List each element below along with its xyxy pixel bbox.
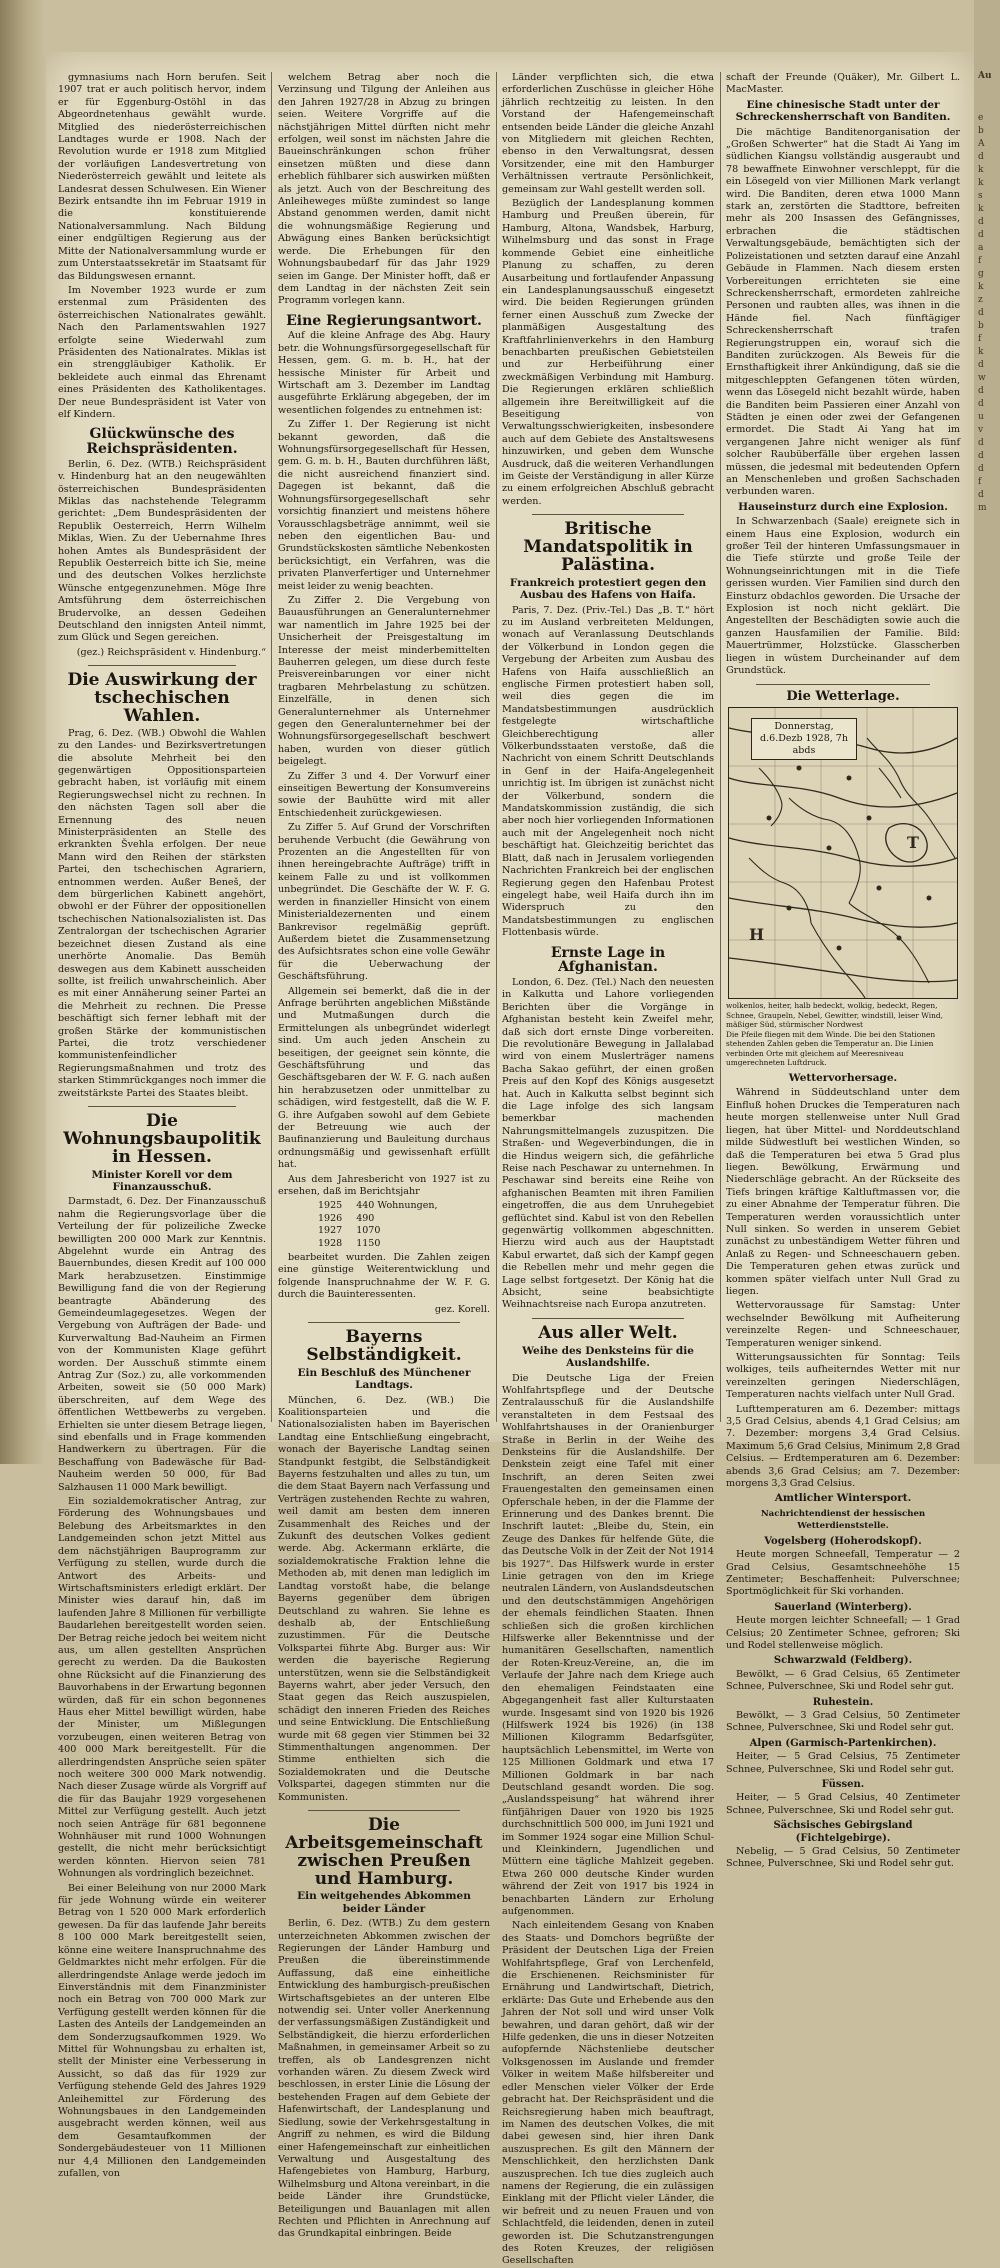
article-paragraph: Lufttemperaturen am 6. Dezember: mittags 3,5 Grad Celsius, abends 4,1 Grad Celsius; am 7. Dezember: morgens 3,4 Grad Celsius. Maximum 5,6 Grad Celsius, Minimum 2,8 Grad Celsius. — Erdtemperaturen am 6. Dezember: abends 3,6 Grad Celsius; am 7. Dezember: morgens 3,3 Grad Celsius. [726,1403,960,1490]
statistics-row: 1928 1150 [318,1237,381,1249]
region-ruhestein: Ruhestein. [812,1696,874,1708]
article-paragraph: welchem Betrag aber noch die Verzinsung und Tilgung der Anleihen aus den Jahren 1927/28 in Abzug zu bringen seien. Weitere Vorgriffe auf die nächstjährigen Mittel dürften nicht mehr erfolgen, weil sonst im nächsten Jahre die Baueinschränkungen schon früher einsetzen müßten und diese dann erheblich fühlbarer sich auswirken müßten als jetzt. Auch von der Beschreitung des Anleiheweges müßte zumindest so lange Abstand genommen werden, damit nicht die wohnungsmäßige Regierung und Abwägung eines Banken berücksichtigt werde. Die Erhebungen für den Wohnungsbaubedarf für das Jahr 1929 seien im Gange. Der Minister hofft, daß er dem Landtag in der nächsten Zeit sein Programm vorlegen kann. [278,72,490,307]
article-paragraph: bearbeitet wurden. Die Zahlen zeigen eine günstige Weiterentwicklung und folgende Inanspruchnahme der W. F. G. durch die Bauinteressenten. [278,1252,490,1301]
headline-afghanistan: Ernste Lage in Afghanistan. [550,944,666,976]
article-paragraph: Heute morgen leichter Schneefall; — 1 Grad Celsius; 20 Zentimeter Schnee, gefroren; Ski und Rodel stellenweise möglich. [726,1615,960,1651]
headline-wetterlage: Die Wetterlage. [786,688,900,704]
article-paragraph: gymnasiums nach Horn berufen. Seit 1907 trat er auch politisch hervor, indem er für Eggenburg-Ostöhl in das Abgeordnetenhaus gewählt wurde. Mitglied des niederösterreichischen Landtages wurde er 1908. Nach der Revolution wurde er 1918 zum Mitglied der vorläufigen Landesvertretung von Niederösterreich gewählt und leitete als Landesrat dessen Schulwesen. Ein Wiener Bezirk entsandte ihn im Februar 1919 in die konstituierende Nationalversammlung. Nach Bildung einer endgültigen Regierung aus der Mitte der Nationalversammlung wurde er zum Unterstaatssekretär im Staatsamt für das Bildungswesen ernannt. [58,72,266,282]
column-2 [278,72,490,2240]
article-paragraph: Berlin, 6. Dez. (WTB.) Reichspräsident v. Hindenburg hat an den neugewählten österreichischen Bundespräsidenten Miklas das nachstehende Telegramm gerichtet: „Dem Bundespräsidenten der Republik Oesterreich, Herrn Wilhelm Miklas, Wien. Zu der Uebernahme Ihres hohen Amtes als Bundespräsident der Republik Oesterreich bitte ich Sie, meine und des deutschen Volkes herzlichste Wünsche entgegenzunehmen. Möge Ihre Amtsführung dem österreichischen Brudervolke, an dessen Gedeihen Deutschland den innigsten Anteil nimmt, zum Glück und Segen gereichen. [58,458,266,644]
article-paragraph: Während in Süddeutschland unter dem Einfluß hohen Druckes die Temperaturen nach heute morgen stellenweise unter Null Grad liegen, hat über Mittel- und Norddeutschland milde Südwestluft bei westlichen Winden, so daß die Temperaturen bei etwa 5 Grad plus liegen. Bewölkung, Erwärmung und Niederschläge gebracht. An der Rückseite des Tiefs bringen kräftige Kaltluftmassen vor, die zu einer Abnahme der Temperatur führen. Die Temperaturen werden voraussichtlich unter Null sinken. So werden in unserem Gebiet zunächst zu unbeständigem Wetter führen und Anlaß zu Regen- und Schneeschauern geben. Die Temperaturen gehen etwas zurück und kommen später vielfach unter Null Grad zu liegen. [726,1087,960,1297]
article-paragraph: Bezüglich der Landesplanung kommen Hamburg und Preußen überein, für Hamburg, Altona, Wandsbek, Harburg, Wilhelmsburg und das sonst in Frage kommende Gebiet eine einheitliche Planung zu schaffen, zu deren Ausarbeitung und fortlaufender Anpassung ein Landesplanungsausschuß eingesetzt wird. Die beiden Regierungen gründen ferner einen Ausschuß zum Zwecke der planmäßigen Ausgestaltung des Kraftfahrlinienverkehrs in den Hamburg benachbarten preußischen Gebietsteilen und zur Herbeiführung einer zweckmäßigen Verbindung mit Hamburg. Die Regierungen erklären schließlich allgemein ihre Bereitwilligkeit auf die Beseitigung von Verwaltungsschwierigkeiten, insbesondere auch auf dem Gebiete des Anstaltswesens hinzuwirken, und geben dem Wunsche Ausdruck, daß die weiteren Verhandlungen im Geiste der Verständigung in aller Kürze zu einem erfolgreichen Abschluß gebracht werden. [502,198,714,507]
headline-bayerns-selbstaendigkeit: Bayerns Selbständigkeit. [306,1327,462,1365]
column-1 [58,72,266,2179]
high-pressure-center-label: H [749,924,765,944]
headline-hauseinsturz: Hauseinsturz durch eine Explosion. [738,500,948,513]
article-paragraph: Aus dem Jahresbericht von 1927 ist zu ersehen, daß im Berichtsjahr [278,1173,490,1198]
headline-chinesische-stadt: Eine chinesische Stadt unter der Schreckensherrschaft von Banditen. [735,98,951,124]
adjacent-page-edge [974,0,1000,1464]
divider [88,665,236,666]
headline-wettervorhersage: Wettervorhersage. [788,1072,898,1085]
article-paragraph: Berlin, 6. Dez. (WTB.) Zu dem gestern unterzeichneten Abkommen zwischen der Regierungen der Länder Hamburg und Preußen die übereinstimmende Auffassung, daß eine einheitliche Entwicklung des hamburgisch-preußischen Wirtschaftsgebietes an der unteren Elbe notwendig sei. Unter voller Anerkennung der verfassungsmäßigen Zuständigkeit und Selbständigkeit, die hierzu erforderlichen Maßnahmen, in gemeinsamer Arbeit so zu treffen, als ob Landesgrenzen nicht vorhanden wären. Zu diesem Zweck wird beschlossen, in erster Linie die Lösung der bestehenden Fragen auf dem Gebiete der Hafenwirtschaft, der Landesplanung und Siedlung, sowie der Verkehrsgestaltung in Angriff zu nehmen, es wird die Bildung einer Hafengemeinschaft zur einheitlichen Verwaltung und Ausgestaltung des Hafengebietes von Hamburg, Harburg, Wilhelmsburg und Altona vereinbart, in die beide Länder ihre Grundstücke, Beteiligungen und Bauanlagen mit allen Rechten und Pflichten in Anrechnung auf das Grundkapital einbringen. Beide [278,1918,490,2240]
headline-mandatspolitik: Britische Mandatspolitik in Palästina. [523,519,693,575]
article-paragraph: Zu Ziffer 1. Der Regierung ist nicht bekannt geworden, daß die Wohnungsfürsorgegesellschaft für Hessen, gem. G. m. b. H., Bauten durchführen läßt, die nicht ausreichend finanziert sind. Dagegen ist bekannt, daß die Wohnungsfürsorgegesellschaft sehr vorsichtig finanziert und meistens höhere Vorausschlagsbeträge annimmt, weil sie neben den eigentlichen Bau- und Grundstückskosten sämtliche Nebenkosten berücksichtigt, ein Verfahren, was die privaten Planverfertiger und Unternehmer meist leider zu wenig beachten. [278,419,490,592]
coastlines [749,738,955,998]
article-paragraph: Länder verpflichten sich, die etwa erforderlichen Zuschüsse in gleicher Höhe jährlich rechtzeitig zu leisten. In den Vorstand der Hafengemeinschaft entsenden beide Länder die gleiche Anzahl von Mitgliedern mit gleichen Rechten, ebenso in den Verwaltungsrat, dessen Vorsitzender, eine mit den Hamburger Verhältnissen vertraute Persönlichkeit, gemeinsam zur Wahl gestellt werden soll. [502,72,714,195]
adjacent-page-header: Au [978,71,992,81]
statistics-table [318,1200,490,1250]
article-paragraph: schaft der Freunde (Quäker), Mr. Gilbert L. MacMaster. [726,72,960,96]
article-paragraph: Ein sozialdemokratischer Antrag, zur Förderung des Wohnungsbaues und Belebung des Arbeitsmarktes in den Landgemeinden schon jetzt Mittel aus dem nächstjährigen Bauprogramm zur Verfügung zu stellen, wurde durch die Antwort des Arbeits- und Wirtschaftsministers erledigt erklärt. Der Minister wies darauf hin, daß im laufenden Jahre 8 Millionen für verbilligte Baudarlehen bereitgestellt worden seien. Der Betrag reiche jedoch bei weitem nicht aus, um allen gestellten Ansprüchen gerecht zu werden. Da die Baukosten ohne Rücksicht auf die Finanzierung des Bauvorhabens in der Erwartung begonnen würden, daß für ein schon begonnenes Haus eher Mittel bewilligt würden, habe der Minister, um Mißlegungen vorzubeugen, einen weiteren Betrag von 400 000 Mark bereitgestellt. Für die allerdringendsten Ansprüche seien später noch weitere 300 000 Mark notwendig. Nach dieser Zusage würde als Vorgriff auf die für das Baujahr 1929 vorgesehenen Mittel zur Verfügung gestellt. Auch jetzt noch seien Anträge für 681 begonnene Wohnhäuser mit rund 1000 Wohnungen gestellt, die nicht mehr berücksichtigt werden könnten. Hiervon seien 781 Wohnungen als vordringlich bezeichnet. [58,1496,266,1880]
region-alpen: Alpen (Garmisch-Partenkirchen). [749,1737,937,1749]
signature: (gez.) Reichspräsident v. Hindenburg.“ [76,646,266,658]
headline-auswirkung: Die Auswirkung der tschechischen Wahlen. [67,670,257,726]
subheadline: Ein Beschluß des Münchener Landtags. [297,1366,471,1392]
headline-aus-aller-welt: Aus aller Welt. [538,1322,678,1343]
headline-arbeitsgemeinschaft: Die Arbeitsgemeinschaft zwischen Preußen und Hamburg. [285,1815,483,1889]
region-schwarzwald: Schwarzwald (Feldberg). [773,1655,913,1667]
statistics-row: 1926 490 [318,1212,375,1224]
weather-map-title: Donnerstag, d.6.Dezb 1928, 7h abds [751,718,857,760]
article-paragraph: Bewölkt, — 6 Grad Celsius, 65 Zentimeter Schnee, Pulverschnee, Ski und Rodel sehr gut. [726,1668,960,1693]
article-paragraph: In Schwarzenbach (Saale) ereignete sich in einem Haus eine Explosion, wodurch ein großer Teil der hinteren Umfassungsmauer in die Tiefe stürzte und große Teile der Wohnungseinrichtungen mit in die Tiefe gerissen wurden. Vier Familien sind durch den Einsturz obdachlos geworden. Die Ursache der Explosion ist noch nicht geklärt. Die Angestellten der Beschädigten sowie auch die ganzen Hausfamilien der Familie. Bild: Mauertrümmer, Holzstücke. Glasscherben liegen in wüstem Durcheinander auf dem Grundstück. [726,516,960,677]
article-paragraph: Witterungsaussichten für Sonntag: Teils wolkiges, teils aufheiterndes Wetter mit nur vereinzelten geringen Niederschlägen, Temperaturen nachts vielfach unter Null Grad. [726,1352,960,1401]
article-paragraph: Heute morgen Schneefall, Temperatur — 2 Grad Celsius, Gesamtschneehöhe 15 Zentimeter; Beschaffenheit: Pulverschnee; Sportmöglichkeit für Ski vorhanden. [726,1549,960,1598]
statistics-row: 1925 440 Wohnungen, [318,1200,438,1212]
region-sauerland: Sauerland (Winterberg). [774,1601,912,1613]
article-paragraph: London, 6. Dez. (Tel.) Nach den neuesten in Kalkutta und Lahore vorliegenden Berichten über die Vorgänge in Afghanistan besteht kein Zweifel mehr, daß sich dort ernste Dinge vorbereiten. Die revolutionäre Bewegung in Jallalabad wird von einem Muslerträger namens Bacha Sakao geführt, der einen großen Preis auf den Kopf des Königs ausgesetzt hat. Auch in Kalkutta selbst beginnt sich die Lage infolge des sich langsam bemerkbar machenden Nahrungsmittelmangels zuzuspitzen. Die Straßen- und Wegeverbindungen, die in die Hindus weigern sich, die gefährliche Reise nach Peschawar zu unternehmen. In Peschawar sind bereits eine Reihe von afghanischen Beamten mit ihren Familien eingetroffen, die aus dem Unruhegebiet geflüchtet sind. Kabul ist von den Rebellen gegenwärtig vollkommen abgeschnitten. Hierzu wird auch aus der Hauptstadt Kabul erwartet, daß sich der Kampf gegen die Rebellen mehr und mehr gegen die Lage selbst fortgesetzt. Der König hat die Absicht, seine beabsichtigte Weihnachtsreise nach Europa anzutreten. [502,976,714,1311]
article-paragraph: Bei einer Beleihung von nur 2000 Mark für jede Wohnung würde ein weiterer Betrag von 1 520 000 Mark erforderlich gewesen. Da für das laufende Jahr bereits 8 100 000 Mark bereitgestellt seien, könne eine weitere Inanspruchnahme des Geldmarktes nicht mehr erfolgen. Für die allerdringendste Anlage werde jedoch im Einverständnis mit dem Finanzminister noch ein Betrag von 700 000 Mark zur Verfügung gestellt werden können für die Lasten des Anteils der Landgemeinden an dem Sonderzugsaufkommen 1929. Wo Mittel für Wohnungsbau zu erhalten ist, stellt der Minister eine Verbesserung in Aussicht, so daß das für 1929 zur Verfügung stehende Geld des Jahres 1929 Anleihemittel zur Förderung des Wohnungsbaues in den Landgemeinden ausgebracht werden können, weil aus dem Gesamtaufkommen der Sondergebäudesteuer von 11 Millionen nur 4,4 Millionen den Landgemeinden zufallen, von [58,1882,266,2179]
subheadline: Frankreich protestiert gegen den Ausbau des Hafens von Haifa. [509,576,707,602]
divider [532,514,684,515]
article-paragraph: Darmstadt, 6. Dez. Der Finanzausschuß nahm die Regierungsvorlage über die Verteilung der für polizeiliche Zwecke bewilligten 200 000 Mark zur Kenntnis. Abgelehnt wurde ein Antrag des Bauernbundes, diesen Kredit auf 100 000 Mark herabzusetzen. Einstimmige Bewilligung fand die von der Regierung beantragte Abänderung des Gemeindeumlagegesetzes. Wegen der Vergebung von Aufträgen der Bade- und Kurverwaltung Bad-Nauheim an Firmen von der Kommunisten Klage geführt worden. Der Ausschuß stimmte einem Antrag Zur (Soz.) zu, alle vorkommenden Arbeiten, soweit sie (50 000 Mark) überschreiten, auf dem Wege des öffentlichen Wettbewerbs zu vergeben. Erhielten sie unter diesem Betrage liegen, sind ebenfalls und in Frage kommenden Handwerkern zu übertragen. Für die Beschaffung von Badewäsche für Bad-Nauheim werden 50 000, für Bad Salzhausen 11 000 Mark bewilligt. [58,1196,266,1493]
headline-wintersport: Amtlicher Wintersport. [774,1492,912,1505]
divider [756,684,930,685]
article-paragraph: Allgemein sei bemerkt, daß die in der Anfrage berührten angeblichen Mißstände und Mutmaßungen durch die Ermittelungen als unbegründet widerlegt sind. Um auch jeden Anschein zu beseitigen, der geeignet sein könnte, die Geschäftsführung und das Geschäftsgebaren der W. F. G. nach außen hin herabzusetzen oder unmittelbar zu schädigen, wird festgestellt, daß die W. F. G. ihre Aufgaben sowohl auf dem Gebiete der Betreuung wie auch der Baufinanzierung und Bauleitung durchaus ordnungsmäßig und gewissenhaft erfüllt hat. [278,985,490,1171]
signature: gez. Korell. [434,1303,490,1315]
statistics-row: 1927 1070 [318,1225,381,1237]
column-rule [271,72,272,1422]
weather-map [728,707,958,999]
weather-map-legend: wolkenlos, heiter, halb bedeckt, wolkig, bedeckt, Regen, Schnee, Graupeln, Nebel, Gewitter, windstill, leiser Wind, mäßiger Süd, stürmischer Nordwest Die Pfeile fliegen mit dem Winde. Die bei den Stationen stehenden Zahlen geben die Temperatur an. Die Linien verbinden Orte mit gleichem auf Meeresniveau umgerechneten Luftdruck. [726,1000,943,1068]
headline-wohnungsbaupolitik: Die Wohnungsbaupolitik in Hessen. [63,1110,261,1167]
subheadline: Ein weitgehendes Abkommen beider Länder [297,1890,471,1915]
divider [308,1322,460,1323]
region-fichtelgebirge: Sächsisches Gebirgsland (Fichtelgebirge). [773,1820,913,1844]
article-paragraph: München, 6. Dez. (WB.) Die Koalitionsparteien und die Nationalsozialisten haben im Bayerischen Landtag eine Entschließung eingebracht, wonach der Bayerische Landtag seinen Standpunkt festgibt, die Selbständigkeit Bayerns festzuhalten und alles zu tun, um die dem Staat Bayern nach Verfassung und Verträgen zustehenden Rechte zu wahren, weil damit am besten dem inneren Zusammenhalt des Reiches und der Zukunft des deutschen Volkes gedient werde. Abg. Ackermann erklärte, die sozialdemokratische Fraktion lehne die Methoden ab, mit denen man lediglich im Landtag vorstoßt habe, die belange Bayerns gegenüber dem übrigen Deutschland zu wahren. Sie lehne es deshalb ab, der Entschließung zuzustimmen. Für die Deutsche Volkspartei führte Abg. Burger aus: Wir werden die bayerische Regierung unterstützen, wenn sie die Selbständigkeit Bayerns wahrt, aber jeder Versuch, den Staat gegen das Reich auszuspielen, schädigt den inneren Frieden des Reiches und seine Entwicklung. Die Entschließung wurde mit 68 gegen vier Stimmen bei 32 Stimmenthaltungen angenommen. Der Stimme enthielten sich die Sozialdemokraten und die Deutsche Volkspartei, dagegen stimmten nur die Kommunisten. [278,1394,490,1803]
headline-glueckwuensche: Glückwünsche des Reichspräsidenten. [86,426,238,458]
pressure-centers [749,833,919,944]
divider [532,1318,684,1319]
column-rule [496,72,497,1422]
article-paragraph: Heiter, — 5 Grad Celsius, 75 Zentimeter Schnee, Pulverschnee, Ski und Rodel sehr gut. [726,1751,960,1775]
subheadline: Minister Korell vor dem Finanzausschuß. [91,1168,233,1193]
article-paragraph: Im November 1923 wurde er zum erstenmal zum Präsidenten des österreichischen Nationalrates gewählt. Nach den Parlamentswahlen 1927 erfolgte seine Wiederwahl zum Präsidenten des Nationalrates. Miklas ist ein strenggläubiger Katholik. Er bekleidete auch einmal das Ehrenamt eines Präsidenten des Katholikentages. Der neue Bundespräsident ist Vater von elf Kindern. [58,284,266,420]
article-paragraph: Auf die kleine Anfrage des Abg. Haury betr. die Wohnungsfürsorgegesellschaft für Hessen, gem. G. m. b. H., hat der hessische Minister für Arbeit und Wirtschaft am 3. Dezember im Landtag ausgeführte Erklärung abgegeben, der im wesentlichen folgendes zu entnehmen ist: [278,330,490,416]
article-paragraph: Prag, 6. Dez. (WB.) Obwohl die Wahlen zu den Landes- und Bezirksvertretungen die absolute Mehrheit bei den gegenwärtigen Oppositionsparteien gebracht haben, ist vorläufig mit einem Regierungswechsel nicht zu rechnen. In den nächsten Tagen soll aber die Ernennung des neuen Ministerpräsidenten an Stelle des erkrankten Švehla erfolgen. Der neue Mann wird den Reihen der stärksten Partei, den tschechischen Agrariern, entnommen werden. Außer Beneš, der dem bürgerlichen Kabinett angehört, obwohl er der Führer der oppositionellen tschechischen Nationalsozialisten ist. Das Zentralorgan der tschechischen Agrarier bezeichnet diesen Zustand als eine unerhörte Anomalie. Das Bemüh deswegen aus dem Kabinett ausscheiden sollte, ist freilich unwahrscheinlich. Aber es mit einer Annäherung seiner Partei an die Mehrheit zu rechnen. Die Presse beschäftigt sich ferner lebhaft mit der großen Stärke der kommunistischen Partei, die trotz verschiedener kommunistenfeindlicher Regierungsmaßnahmen und trotz des starken Stimmrückganges noch immer die zweitstärkste Partei des Staates bleibt. [58,727,266,1099]
newspaper-page [46,52,974,2267]
article-paragraph: Heiter, — 5 Grad Celsius, 40 Zentimeter Schnee, Pulverschnee, Ski und Rodel sehr gut. [726,1792,960,1816]
column-3 [502,72,714,2267]
subheadline: Nachrichtendienst der hessischen Wetterdienststelle. [760,1508,926,1532]
book-spine [0,0,46,1464]
headline-regierungsantwort: Eine Regierungsantwort. [286,312,482,329]
region-vogelsberg: Vogelsberg (Hoherodskopf). [764,1535,922,1547]
article-paragraph: Bewölkt, — 3 Grad Celsius, 50 Zentimeter Schnee, Pulverschnee, Ski und Rodel sehr gut. [726,1709,960,1734]
article-paragraph: Zu Ziffer 3 und 4. Der Vorwurf einer einseitigen Bewertung der Konsumvereins sowie der Bauhütte wird mit aller Entschiedenheit zurückgewiesen. [278,770,490,819]
article-paragraph: Zu Ziffer 2. Die Vergebung von Bauausführungen an Generalunternehmer war namentlich im Jahre 1925 bei der Unsicherheit der Preisgestaltung im Interesse der meist minderbemittelten Bauherren gelegen, um diese durch feste Preisvereinbarungen vor einer nicht tragbaren Mehrbelastung zu schützen. Einzelfälle, in denen sich Generalunternehmer als Unternehmer gegen den Generalunternehmer bei der Wohnungsfürsorgegesellschaft beschwert haben, wurden von dieser gütlich beigelegt. [278,594,490,768]
low-pressure-center-label: T [907,832,919,852]
divider [88,1106,236,1107]
article-paragraph: Paris, 7. Dez. (Priv.-Tel.) Das „B. T.“ hört zu im Ausland verbreiteten Meldungen, wonach auf Veranlassung Deutschlands der Völkerbund in London gegen die Vergebung der Arbeiten zum Ausbau des Hafens von Haifa ausschließlich an englische Firmen protestiert haben soll, weil dies gegen die im Mandatsbestimmungen ausdrücklich festgelegte wirtschaftliche Gleichberechtigung aller Völkerbundsstaaten verstoße, daß die Nachricht von einem Schritt Deutschlands in Genf in der Haifa-Angelegenheit unrichtig ist. Im übrigen ist zunächst nicht der Völkerbund, sondern die Mandatskommission zuständig, die sich aber noch hier vorliegenden Informationen auch mit der Angelegenheit noch nicht beschäftigt hat. Gleichzeitig berichtet das Blatt, daß nach in Jerusalem vorliegenden Nachrichten Frankreich bei der englischen Regierung gegen den Hafenbau Protest eingelegt habe, weil Haifa durch ihn im Widerspruch zu den Mandatsbestimmungen zu englischen Flottenbasis würde. [502,604,714,939]
column-rule [720,72,721,1422]
article-paragraph: Die mächtige Banditenorganisation der „Großen Schwerter“ hat die Stadt Ai Yang im südlichen Kiangsu vollständig ausgeraubt und 78 bewaffnete Einwohner verschleppt, für die ein Lösegeld von vier Millionen Mark verlangt wird. Die Banditen, deren etwa 1000 Mann stark an, zerstörten die Stadttore, befreiten mehr als 200 Insassen des Gefängnisses, erbrachen die städtischen Verwaltungsgebäude, bemächtigten sich der Polizeistationen und setzten darauf eine Anzahl Gebäude in Flammen. Nach diesem ersten Vorbereitungen errichteten sie eine Schreckensherrschaft, ermordeten zahlreiche Personen und raubten alles, was ihnen in die Hände fiel. Nach fünftägiger Schreckensherrschaft trafen Regierungstruppen ein, worauf sich die Banditen zurückzogen. Als Beweis für die Ernsthaftigkeit ihrer Ankündigung, daß sie die mitgeschleppten Gefangenen töten würden, wenn das Lösegeld nicht bezahlt würde, haben die Banditen beim Passieren einer Anzahl von Städten je einen oder zwei der Gefangenen ermordet. Die Stadt Ai Yang hat im vergangenen Jahre nicht weniger als fünf solcher Raubüberfälle über ergehen lassen müssen, die jedesmal mit bedeutenden Opfern an Menschenleben und großen Sachschaden verbunden waren. [726,126,960,498]
article-paragraph: Die Deutsche Liga der Freien Wohlfahrtspflege und der Deutsche Zentralausschuß für die Auslandshilfe veranstalteten in dem Festsaal des Wohlfahrtshauses in der Oranienburger Straße in Berlin in der Weihe des Denksteins für die Auslandshilfe. Der Denkstein zeigt eine Tafel mit einer Inschrift, an deren Seiten zwei Frauengestalten den gemeinsamen einen Opferschale heben, in der die Flamme der Erinnerung und des Dankes brennt. Die Inschrift lautet: „Bleibe du, Stein, ein Zeuge des Dankes für helfende Güte, die das Deutsche Volk in der Zeit der Not 1914 bis 1927“. Das Hilfswerk wurde in erster Linie getragen von den im Kriege neutralen Ländern, von Auslandsdeutschen und den deutschstämmigen Angehörigen der ehemals feindlichen Staaten. Ihnen schließen sich die großen kirchlichen Hilfswerke aller Bekenntnisse und der humanitären Gesellschaften, namentlich der Roten-Kreuz-Vereine, an, die im Verlaufe der Jahre nach dem Kriege auch den ehemaligen Feindstaaten eine Abgegangenheit fast aller Kulturstaaten wurde. Insgesamt sind von 1920 bis 1926 (Hilfswerk 1924 bis 1926) (in 138 Millionen Kilogramm Bedarfsgüter, hauptsächlich Lebensmittel, im Werte von 125 Millionen Goldmark und etwa 17 Millionen Goldmark in bar nach Deutschland gesandt worden. Die sog. „Auslandsspeisung“ hat während ihrer fünfjährigen Dauer von 1920 bis 1925 durchschnittlich 500 000, im Juni 1921 und im Sommer 1924 sogar eine Million Schul- und Kleinkindern, Jugendlichen und Müttern eine tägliche Mahlzeit gegeben. Etwa 260 000 deutsche Kinder wurden während der Zeit von 1917 bis 1924 in benachbarten Ländern zur Erholung aufgenommen. [502,1372,714,1917]
article-paragraph: Zu Ziffer 5. Auf Grund der Vorschriften beruhende Verbucht (die Gewährung von Prozenten an die Angestellten für von ihnen hereingebrachte Aufträge) trifft in keinem Falle zu und ist vollkommen unbegründet. Die Geschäfte der W. F. G. werden in finanzieller Hinsicht von einem Ministerialdezernenten und einem Bankrevisor regelmäßig geprüft. Außerdem bietet die Zusammensetzung des Aufsichtsrates schon eine volle Gewähr für die Ueberwachung der Geschäftsführung. [278,822,490,983]
subheadline: Weihe des Denksteins für die Auslandshilfe. [522,1344,694,1370]
adjacent-page-glyphs: e b A d k k s k d d a f g k z d b f k d w d d u v d d d f d m [978,113,987,513]
article-paragraph: Nebelig, — 5 Grad Celsius, 50 Zentimeter Schnee, Pulverschnee, Ski und Rodel sehr gut. [726,1846,960,1870]
column-4 [726,72,960,1870]
region-fuessen: Füssen. [821,1779,865,1790]
divider [308,1810,460,1811]
article-paragraph: Nach einleitendem Gesang von Knaben des Staats- und Domchors begrüßte der Präsident der Deutschen Liga der Freien Wohlfahrtspflege, Graf von Lerchenfeld, die Erschienenen. Reichsminister für Ernährung und Landwirtschaft, Dietrich, erklärte: Das Gute und Erhebende aus den Jahren der Not soll und wird unser Volk bewahren, und daran gehört, daß wir der Hilfe gedenken, die uns in dieser Notzeiten aufopfernde Nächstenliebe deutscher Volksgenossen im Auslande und fremder Völker in weitem Maße hilfsbereiter und edler Menschen vieler Völker der Erde gebracht hat. Der Reichspräsident und die Reichsregierung haben mich beauftragt, im Namen des deutschen Volkes, die mit dabei gewesen sind, hier ihren Dank auszusprechen. Es gilt den Männern der Menschlichkeit, den herzlichsten Dank auszusprechen. Ich tue dies zugleich auch namens der Regierung, die ein zulässigen Einklang mit der Pflicht vieler Länder, die wir befreit und zu neuen Frauen und von Schlachtfeld, die leidenden, denen in zuteil geworden ist. Die Schutzanstrengungen des Roten Kreuzes, der religiösen Gesellschaften [502,1920,714,2267]
article-paragraph: Wettervoraussage für Samstag: Unter wechselnder Bewölkung mit Aufheiterung vereinzelte Regen- und Schneeschauer, Temperaturen weniger sinkend. [726,1300,960,1349]
